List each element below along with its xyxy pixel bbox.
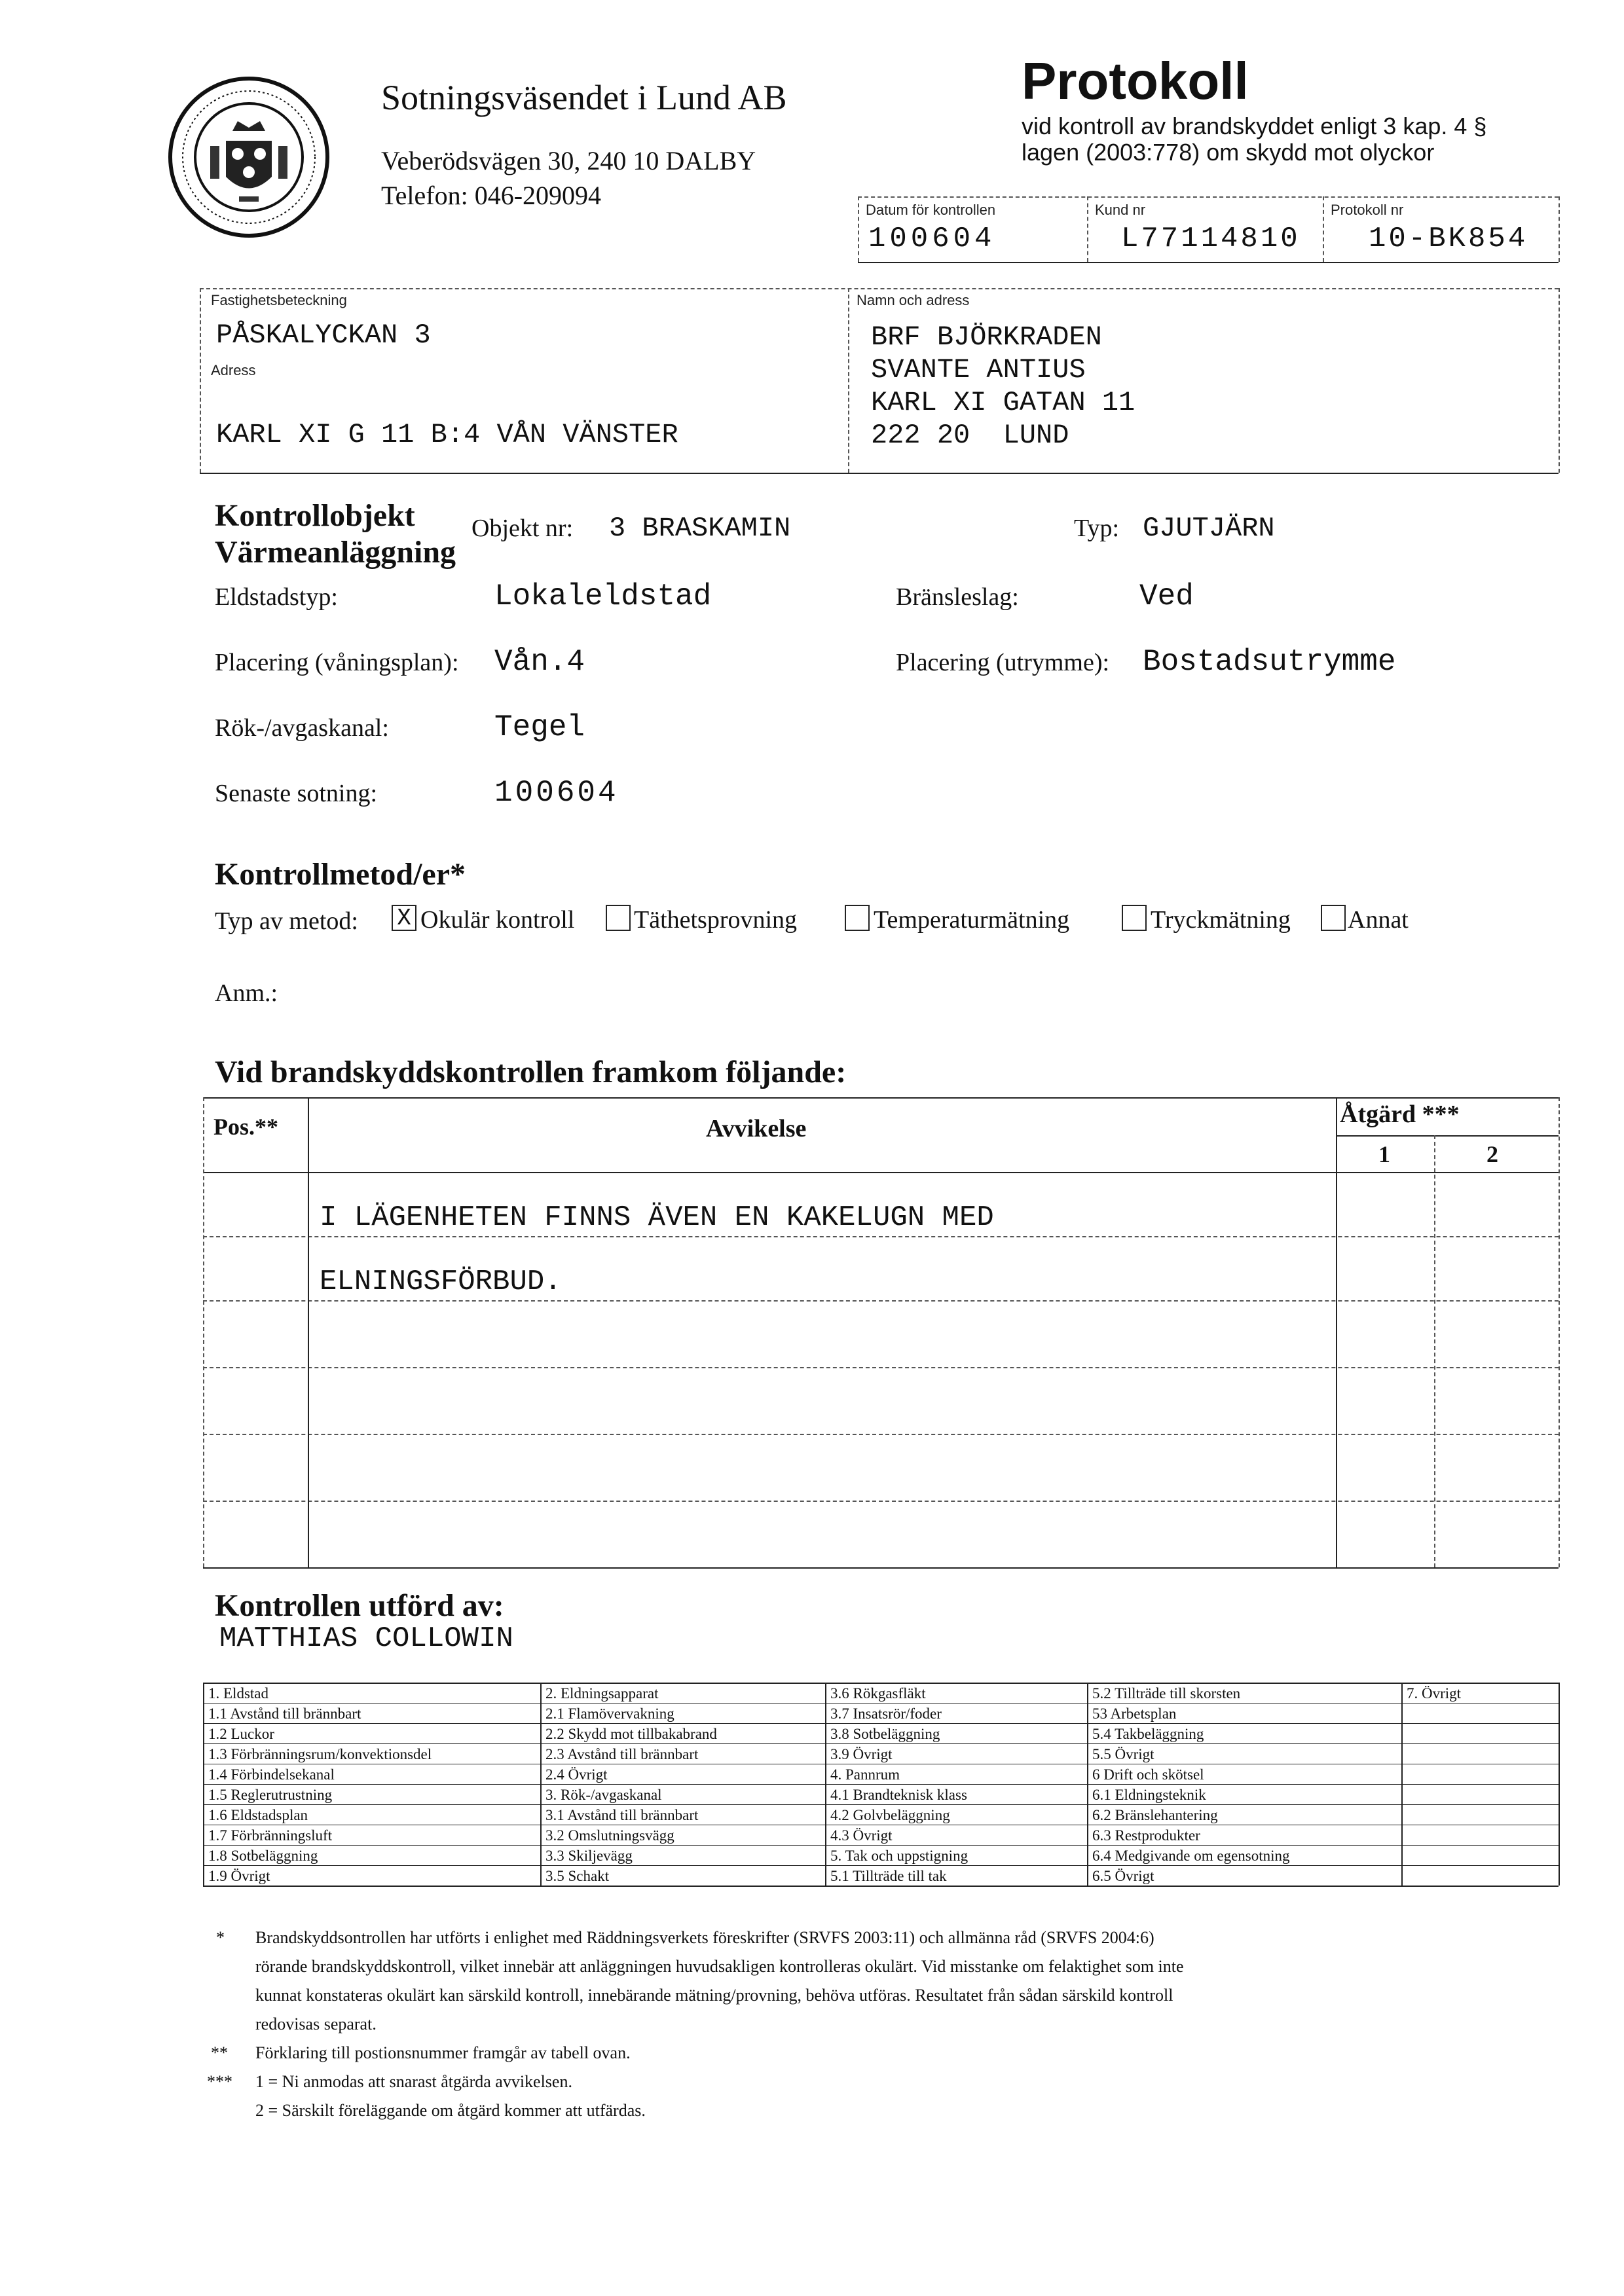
legend-cell: 3.1 Avstånd till brännbart [545,1807,699,1823]
legend-cell: 1. Eldstad [208,1685,268,1702]
last-sweep-value: 100604 [494,776,619,810]
footnote-3-marker: *** [207,2072,232,2091]
object-heading-1: Kontrollobjekt [215,498,415,533]
legend-cell: 5.4 Takbeläggning [1092,1726,1204,1742]
legend-row-rule [203,1845,1559,1846]
legend-cell: 6.5 Övrigt [1092,1868,1154,1884]
legend-cell: 6.2 Bränslehantering [1092,1807,1218,1823]
company-phone: Telefon: 046-209094 [381,181,602,210]
method-label-annat: Annat [1348,906,1409,934]
legend-cell: 3.2 Omslutningsvägg [545,1827,674,1844]
performed-name: MATTHIAS COLLOWIN [219,1622,513,1655]
legend-cell: 5.2 Tillträde till skorsten [1092,1685,1241,1702]
method-label-tryck: Tryckmätning [1151,906,1291,934]
col-action-2-header: 2 [1486,1141,1498,1167]
method-label-okular: Okulär kontroll [420,906,575,934]
footnote-3-text-2: 2 = Särskilt föreläggande om åtgärd kommer att utfärdas. [255,2101,646,2120]
legend-cell: 1.9 Övrigt [208,1868,270,1884]
floor-value: Vån.4 [494,645,585,679]
owner-line-4: 222 20 LUND [871,420,1069,451]
legend-cell: 1.8 Sotbeläggning [208,1848,318,1864]
designation-label: Fastighetsbeteckning [211,292,347,308]
footnote-1-line-2: rörande brandskyddskontroll, vilket innebär att anläggningen huvudsakligen kontrolleras okulärt. Vid misstanke om felaktighet som inte [255,1957,1184,1976]
footnote-2-marker: ** [211,2043,228,2062]
company-name: Sotningsväsendet i Lund AB [381,78,787,117]
legend-cell: 3.3 Skiljevägg [545,1848,633,1864]
legend-cell: 1.5 Reglerutrustning [208,1787,333,1803]
association-seal [160,69,337,246]
col-deviation-header: Avvikelse [706,1115,807,1142]
legend-cell: 7. Övrigt [1407,1685,1462,1702]
method-heading: Kontrollmetod/er* [215,857,466,892]
doc-title: Protokoll [1022,52,1249,110]
type-value: GJUTJÄRN [1143,513,1275,544]
legend-cell: 4.3 Övrigt [830,1827,893,1844]
fuel-label: Bränsleslag: [896,583,1019,611]
legend-cell: 1.7 Förbränningsluft [208,1827,333,1844]
performed-heading: Kontrollen utförd av: [215,1588,504,1623]
legend-cell: 1.4 Förbindelsekanal [208,1766,335,1783]
legend-cell: 3.5 Schakt [545,1868,610,1884]
date-label: Datum för kontrollen [866,202,996,218]
method-checkbox-tryck[interactable] [1122,905,1147,931]
object-heading-2: Värmeanläggning [215,535,456,570]
room-value: Bostadsutrymme [1143,645,1396,679]
legend-cell: 6 Drift och skötsel [1092,1766,1204,1783]
owner-line-2: SVANTE ANTIUS [871,354,1086,386]
customer-value: L77114810 [1121,223,1301,255]
owner-line-1: BRF BJÖRKRADEN [871,321,1102,353]
method-checkbox-tathet[interactable] [606,905,631,931]
method-checkbox-okular[interactable]: X [392,905,416,931]
legend-cell: 3. Rök-/avgaskanal [545,1787,662,1803]
fireplace-type-value: Lokaleldstad [494,579,712,613]
col-pos-header: Pos.** [213,1114,278,1140]
legend-row-rule [203,1743,1559,1744]
footnote-2-text: Förklaring till postionsnummer framgår av tabell ovan. [255,2043,631,2062]
footnote-1-line-3: kunnat konstateras okulärt kan särskild kontroll, innebärande mätning/provning, behöva utföras. Resultatet från sådan särskild kontroll [255,1986,1173,2005]
legend-cell: 2.3 Avstånd till brännbart [545,1746,699,1762]
legend-cell: 3.6 Rökgasfläkt [830,1685,926,1702]
legend-cell: 2.2 Skydd mot tillbakabrand [545,1726,717,1742]
protocol-label: Protokoll nr [1331,202,1404,218]
legend-cell: 2. Eldningsapparat [545,1685,659,1702]
legend-row-rule [203,1804,1559,1805]
legend-cell: 5.1 Tillträde till tak [830,1868,947,1884]
owner-label: Namn och adress [857,292,970,308]
legend-cell: 1.3 Förbränningsrum/konvektionsdel [208,1746,432,1762]
legend-cell: 6.4 Medgivande om egensotning [1092,1848,1290,1864]
floor-label: Placering (våningsplan): [215,649,459,676]
legend-cell: 2.4 Övrigt [545,1766,608,1783]
footnote-3-text-1: 1 = Ni anmodas att snarast åtgärda avvikelsen. [255,2072,572,2091]
finding-row-1: I LÄGENHETEN FINNS ÄVEN EN KAKELUGN MED [320,1201,994,1234]
footnote-1-line-4: redovisas separat. [255,2014,377,2033]
legend-cell: 5. Tak och uppstigning [830,1848,969,1864]
company-address: Veberödsvägen 30, 240 10 DALBY [381,146,756,175]
doc-subtitle-2: lagen (2003:778) om skydd mot olyckor [1022,139,1435,166]
remark-label: Anm.: [215,979,278,1007]
col-action-1-header: 1 [1378,1141,1390,1167]
object-nr-label: Objekt nr: [471,515,574,542]
legend-cell: 6.3 Restprodukter [1092,1827,1200,1844]
address-value: KARL XI G 11 B:4 VÅN VÄNSTER [216,419,678,450]
method-label-tathet: Täthetsprovning [634,906,798,934]
legend-cell: 1.2 Luckor [208,1726,274,1742]
legend-cell: 2.1 Flamövervakning [545,1705,674,1722]
finding-row-2: ELNINGSFÖRBUD. [320,1266,562,1298]
legend-cell: 6.1 Eldningsteknik [1092,1787,1206,1803]
legend-cell: 53 Arbetsplan [1092,1705,1177,1722]
legend-cell: 1.1 Avstånd till brännbart [208,1705,361,1722]
protocol-value: 10-BK854 [1369,223,1528,255]
legend-cell: 1.6 Eldstadsplan [208,1807,308,1823]
legend-row-rule [203,1865,1559,1866]
legend-row-rule [203,1784,1559,1785]
fuel-value: Ved [1139,579,1194,613]
method-checkbox-temperatur[interactable] [845,905,870,931]
legend-cell: 4.2 Golvbeläggning [830,1807,950,1823]
legend-row-rule [203,1703,1559,1704]
legend-cell: 4.1 Brandteknisk klass [830,1787,967,1803]
legend-row-rule [203,1723,1559,1724]
method-type-label: Typ av metod: [215,907,358,935]
designation-value: PÅSKALYCKAN 3 [216,319,431,351]
object-nr-value: 3 BRASKAMIN [609,513,791,544]
doc-subtitle-1: vid kontroll av brandskyddet enligt 3 kap. 4 § [1022,113,1487,139]
type-label: Typ: [1074,515,1120,542]
flue-value: Tegel [494,710,585,744]
last-sweep-label: Senaste sotning: [215,780,378,807]
flue-label: Rök-/avgaskanal: [215,714,389,742]
owner-line-3: KARL XI GATAN 11 [871,387,1135,418]
seal-icon [160,69,337,246]
col-action-header: Åtgärd *** [1340,1101,1460,1128]
method-checkbox-annat[interactable] [1321,905,1346,931]
address-label: Adress [211,362,256,378]
legend-cell: 4. Pannrum [830,1766,900,1783]
findings-heading: Vid brandskyddskontrollen framkom följande: [215,1055,847,1089]
customer-label: Kund nr [1095,202,1146,218]
date-value: 100604 [868,223,996,255]
footnote-1-marker: * [216,1928,225,1947]
legend-cell: 3.7 Insatsrör/foder [830,1705,942,1722]
legend-cell: 5.5 Övrigt [1092,1746,1154,1762]
method-label-temperatur: Temperaturmätning [874,906,1070,934]
room-label: Placering (utrymme): [896,649,1110,676]
legend-cell: 3.8 Sotbeläggning [830,1726,940,1742]
footnote-1-line-1: Brandskyddsontrollen har utförts i enlighet med Räddningsverkets föreskrifter (SRVFS 2003:11) och allmänna råd (SRVFS 2004:6) [255,1928,1154,1947]
legend-cell: 3.9 Övrigt [830,1746,893,1762]
fireplace-type-label: Eldstadstyp: [215,583,338,611]
